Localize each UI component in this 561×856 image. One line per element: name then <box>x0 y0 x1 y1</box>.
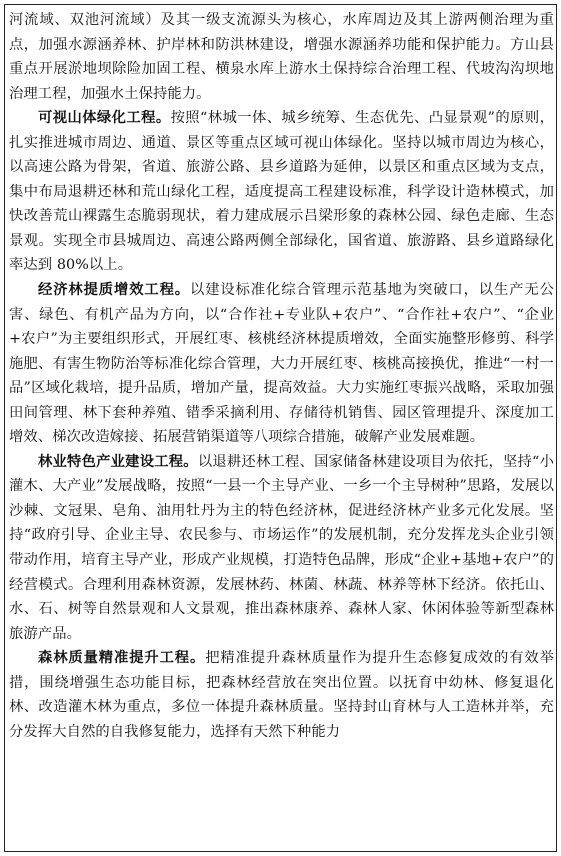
section-heading: 可视山体绿化工程。 <box>38 110 171 127</box>
paragraph-body: 河流域、双池河流域）及其一级支流源头为核心，水库周边及其上游两侧治理为重点，加强水源涵养林、护岸林和防洪林建设，增强水源涵养功能和保护能力。方山县重点开展淤地坝除险加固工程、横泉水库上游水土保持综合治理工程、代坡沟沟坝地治理工程，加强水土保持能力。 <box>9 12 554 102</box>
paragraph-body: 按照“林城一体、城乡统筹、生态优先、凸显景观”的原则，扎实推进城市周边、通道、景区等重点区域可视山体绿化。坚持以城市周边为核心，以高速公路为骨架，省道、旅游公路、县乡道路为延伸，以景区和重点区域为支点，集中布局退耕还林和荒山绿化工程，适度提高工程建设标准，科学设计造林模式，加快改善荒山裸露生态脆弱现状，着力建成展示吕梁形象的森林公园、绿色走廊、生态景观。实现全市县城周边、高速公路两侧全部绿化，国省道、旅游路、县乡道路绿化率达到 80%以上。 <box>9 110 554 274</box>
paragraph-water-conservation <box>9 8 554 106</box>
paragraph-mountain-greening <box>9 106 554 278</box>
section-heading: 林业特色产业建设工程。 <box>38 453 198 470</box>
section-heading: 森林质量精准提升工程。 <box>38 650 206 667</box>
paragraph-body: 以建设标准化综合管理示范基地为突破口，以生产无公害、绿色、有机产品为方向，以“合作社+专业队+农户”、“合作社+农户”、“企业+农户”为主要组织形式，开展红枣、核桃经济林提质增效，全面实施整形修剪、科学施肥、有害生物防治等标准化综合管理，大力开展红枣、核桃高接换优，推进“一村一品”区域化栽培，提升品质，增加产量，提高效益。大力实施红枣振兴战略，采取加强田间管理、林下套种养殖、错季采摘利用、存储待机销售、园区管理提升、深度加工增效、梯次改造嫁接、拓展营销渠道等八项综合措施，破解产业发展难题。 <box>9 282 554 446</box>
paragraph-body: 以退耕还林工程、国家储备林建设项目为依托，坚持“小灌木、大产业”发展战略，按照“一县一个主导产业、一乡一个主导树种”思路，发展以沙棘、文冠果、皂角、油用牡丹为主的特色经济林，促进经济林产业多元化发展。坚持“政府引导、企业主导、农民参与、市场运作”的发展机制，充分发挥龙头企业引领带动作用，培育主导产业，形成产业规模，打造特色品牌，形成“企业+基地+农户”的经营模式。合理利用森林资源，发展林药、林菌、林蔬、林养等林下经济。依托山、水、石、树等自然景观和人文景观，推出森林康养、森林人家、休闲体验等新型森林旅游产品。 <box>9 453 554 642</box>
paragraph-forest-quality <box>9 646 554 744</box>
paragraph-economic-forest <box>9 278 554 450</box>
paragraph-body: 把精准提升森林质量作为提升生态修复成效的有效举措，围绕增强生态功能目标，把森林经营放在突出位置。以抚育中幼林、修复退化林、改造灌木林为重点，多位一体提升森林质量。坚持封山育林与人工造林并举，充分发挥大自然的自我修复能力，选择有天然下种能力 <box>9 650 554 740</box>
document-body <box>9 8 554 744</box>
section-heading: 经济林提质增效工程。 <box>38 282 190 299</box>
paragraph-forestry-industry <box>9 450 554 646</box>
